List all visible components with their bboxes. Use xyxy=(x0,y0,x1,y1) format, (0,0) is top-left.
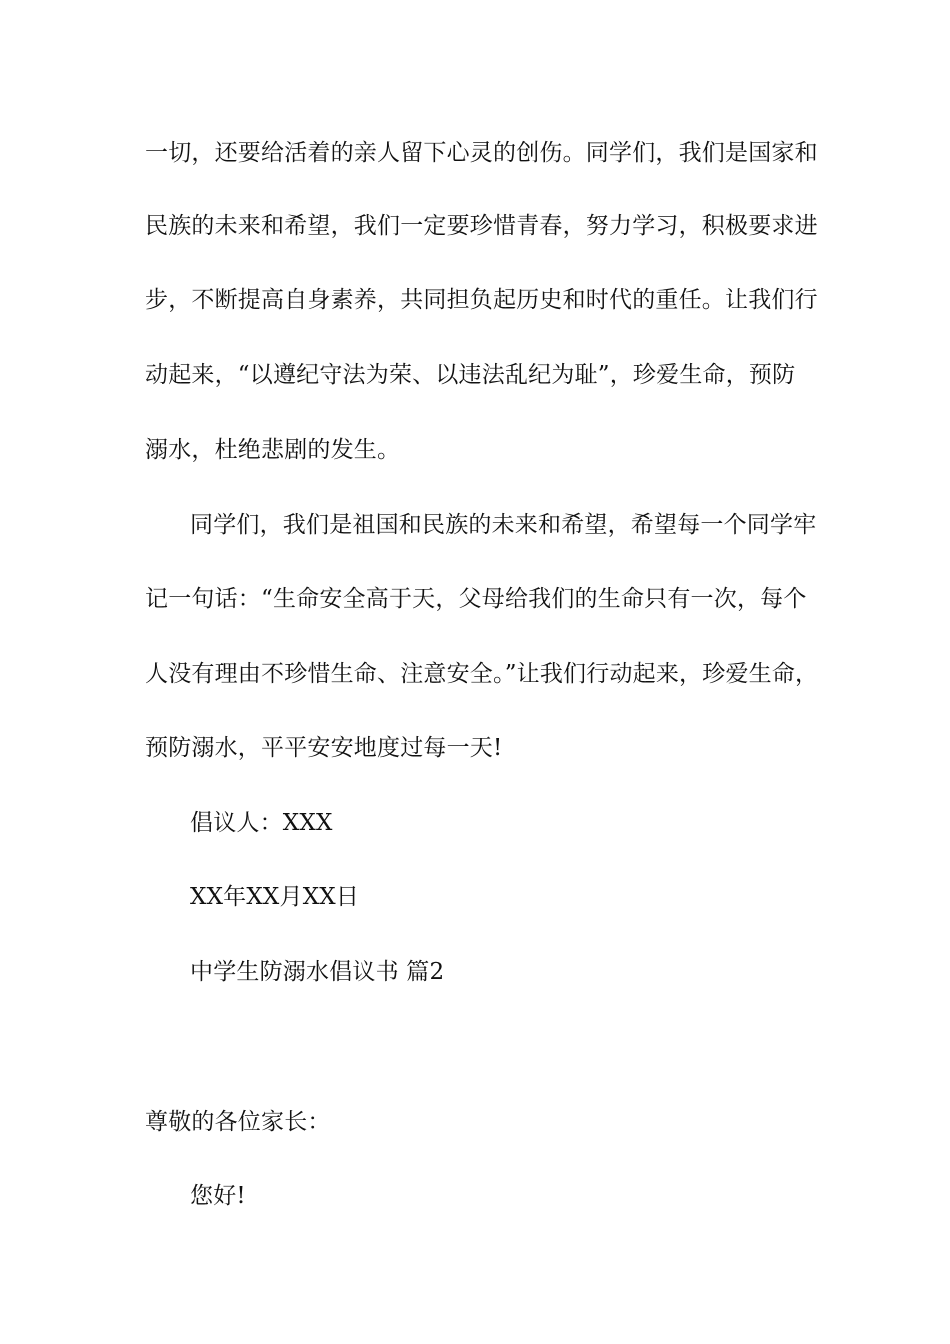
paragraph-line: 记一句话：“生命安全高于天，父母给我们的生命只有一次，每个 xyxy=(145,586,807,612)
greeting: 您好! xyxy=(190,1183,246,1209)
section-title: 中学生防溺水倡议书 篇2 xyxy=(190,959,445,985)
paragraph-line: 民族的未来和希望，我们一定要珍惜青春，努力学习，积极要求进 xyxy=(145,213,818,239)
paragraph-line: 一切，还要给活着的亲人留下心灵的创伤。同学们，我们是国家和 xyxy=(145,140,818,166)
paragraph-line: 同学们，我们是祖国和民族的未来和希望，希望每一个同学牢 xyxy=(190,512,817,538)
paragraph-line: 人没有理由不珍惜生命、注意安全。”让我们行动起来，珍爱生命， xyxy=(145,661,819,687)
paragraph-line: 动起来，“以遵纪守法为荣、以违法乱纪为耻”，珍爱生命，预防 xyxy=(145,362,796,388)
paragraph-line: 溺水，杜绝悲剧的发生。 xyxy=(145,437,401,463)
salutation: 尊敬的各位家长： xyxy=(145,1109,331,1135)
paragraph-line: 预防溺水，平平安安地度过每一天! xyxy=(145,735,503,761)
signature: 倡议人：XXX xyxy=(190,810,333,836)
paragraph-line: 步，不断提高自身素养，共同担负起历史和时代的重任。让我们行 xyxy=(145,287,818,313)
date: XX年XX月XX日 xyxy=(190,884,360,910)
